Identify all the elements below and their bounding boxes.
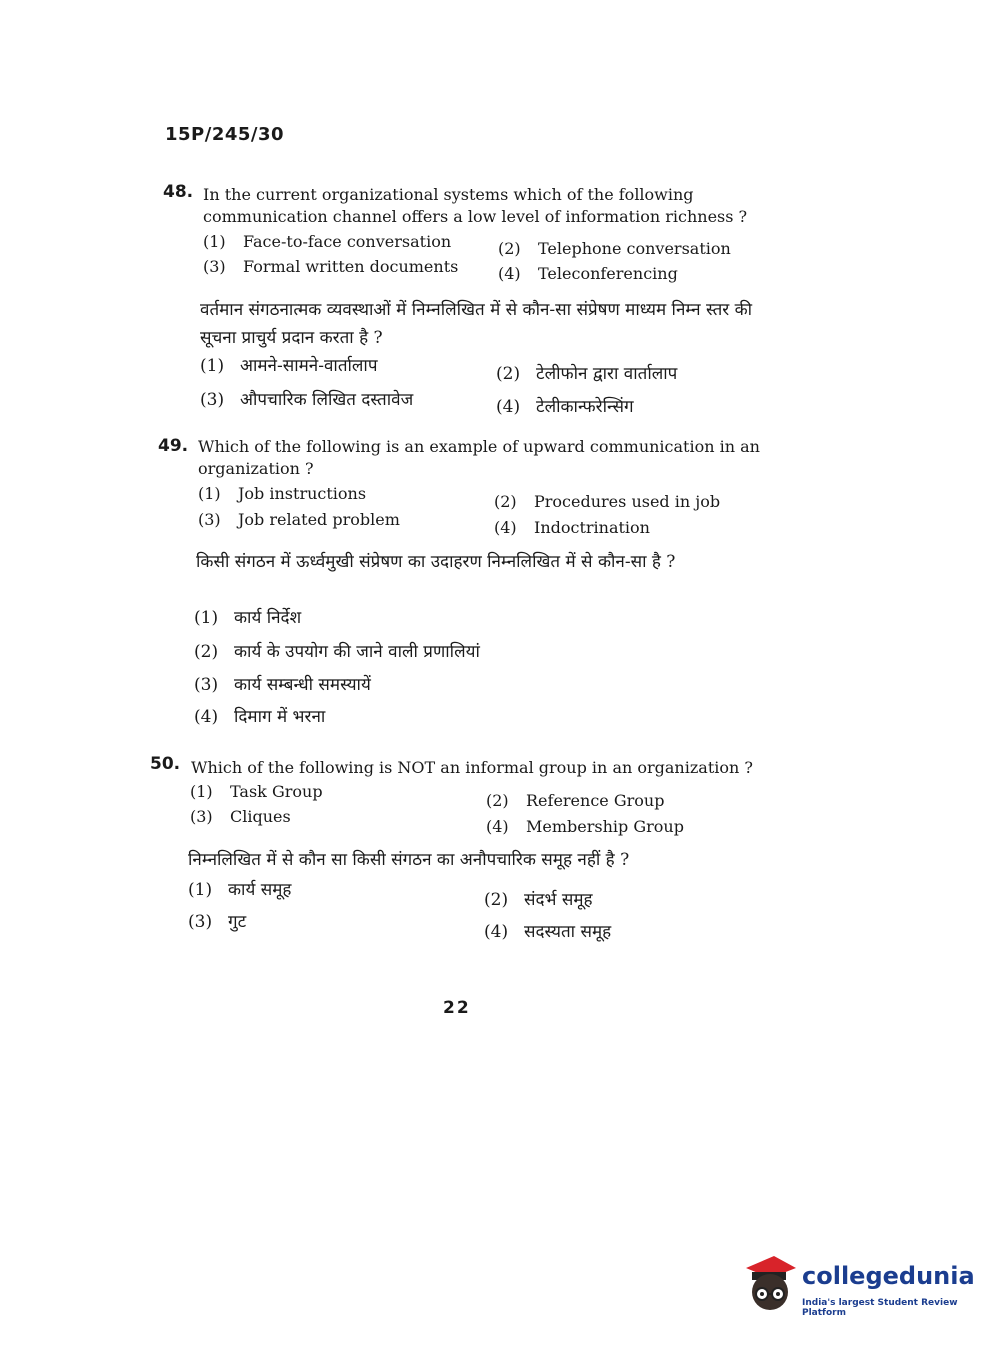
option-number: (3) <box>198 510 221 529</box>
option-label: Job related problem <box>238 510 400 529</box>
option-number: (3) <box>190 807 213 826</box>
option-number: (3) <box>188 912 213 932</box>
logo-tagline: India's largest Student Review Platform <box>802 1298 958 1318</box>
option-label: Membership Group <box>526 817 684 836</box>
option-number: (3) <box>203 257 226 276</box>
option-label: Formal written documents <box>243 257 459 276</box>
option-number: (3) <box>200 390 225 410</box>
option-label: टेलीफोन द्वारा वार्तालाप <box>536 364 678 384</box>
option-label: Job instructions <box>238 484 367 503</box>
option-en-4 <box>494 517 650 539</box>
option-number: (4) <box>498 264 521 283</box>
question-number: 48. <box>163 182 194 202</box>
option-en-2 <box>486 790 664 812</box>
question-text-english: In the current organizational systems which of the following communication channel offers a low level of information richness ? <box>203 185 748 226</box>
option-hi-1 <box>200 352 378 380</box>
question-text-hindi: निम्नलिखित में से कौन सा किसी संगठन का अनौपचारिक समूह नहीं है ? <box>188 850 630 870</box>
option-number: (1) <box>203 232 226 251</box>
option-label: औपचारिक लिखित दस्तावेज <box>240 390 414 410</box>
page-number: 22 <box>443 998 471 1018</box>
option-label: दिमाग में भरना <box>234 707 326 727</box>
option-en-4 <box>498 263 678 285</box>
option-label: Task Group <box>230 782 323 801</box>
option-number: (2) <box>484 890 509 910</box>
option-label: Cliques <box>230 807 291 826</box>
option-en-1 <box>190 781 323 803</box>
option-hi-3 <box>200 386 413 414</box>
graduate-mascot-icon <box>740 1250 802 1320</box>
option-number: (1) <box>190 782 213 801</box>
option-hi-4 <box>484 918 611 946</box>
option-label: Teleconferencing <box>538 264 678 283</box>
option-number: (1) <box>200 356 225 376</box>
option-label: Telephone conversation <box>538 239 731 258</box>
logo-name: collegedunia <box>802 1262 975 1290</box>
option-hi-4 <box>194 703 325 731</box>
question-number: 49. <box>158 436 189 456</box>
option-en-4 <box>486 816 684 838</box>
option-hi-2 <box>194 638 480 666</box>
option-number: (2) <box>496 364 521 384</box>
option-label: Procedures used in job <box>534 492 721 511</box>
paper-code: 15P/245/30 <box>165 124 285 145</box>
option-number: (2) <box>494 492 517 511</box>
option-hi-2 <box>484 886 593 914</box>
option-number: (1) <box>188 880 213 900</box>
option-number: (1) <box>194 608 219 628</box>
option-number: (4) <box>486 817 509 836</box>
option-label: कार्य के उपयोग की जाने वाली प्रणालियां <box>234 642 480 662</box>
option-label: कार्य समूह <box>228 880 292 900</box>
question-text-hindi: वर्तमान संगठनात्मक व्यवस्थाओं में निम्नलिखित में से कौन-सा संप्रेषण माध्यम निम्न स्तर की सूचना प्राचुर्य प्रदान करता है ? <box>200 300 753 348</box>
option-en-1 <box>203 231 451 253</box>
option-number: (4) <box>194 707 219 727</box>
collegedunia-logo <box>740 1250 980 1320</box>
question-number: 50. <box>150 754 181 774</box>
question-text-english: Which of the following is NOT an informal group in an organization ? <box>191 758 753 777</box>
option-number: (4) <box>494 518 517 537</box>
option-en-1 <box>198 483 366 505</box>
option-label: Face-to-face conversation <box>243 232 452 251</box>
option-hi-4 <box>496 393 634 421</box>
option-label: कार्य निर्देश <box>234 608 302 628</box>
option-number: (4) <box>496 397 521 417</box>
question-text-hindi: किसी संगठन में ऊर्ध्वमुखी संप्रेषण का उदाहरण निम्नलिखित में से कौन-सा है ? <box>196 552 676 572</box>
option-hi-1 <box>188 876 291 904</box>
option-hi-1 <box>194 604 301 632</box>
question-text-english: Which of the following is an example of upward communication in an organization ? <box>198 437 760 478</box>
option-en-3 <box>190 806 291 828</box>
option-label: कार्य सम्बन्धी समस्यायें <box>234 675 371 695</box>
option-number: (2) <box>194 642 219 662</box>
option-en-2 <box>494 491 720 513</box>
option-number: (3) <box>194 675 219 695</box>
option-en-3 <box>203 256 458 278</box>
option-number: (4) <box>484 922 509 942</box>
option-hi-2 <box>496 360 677 388</box>
option-en-3 <box>198 509 400 531</box>
option-number: (2) <box>498 239 521 258</box>
option-label: आमने-सामने-वार्तालाप <box>240 356 378 376</box>
option-hi-3 <box>194 671 371 699</box>
option-number: (2) <box>486 791 509 810</box>
option-label: संदर्भ समूह <box>524 890 593 910</box>
option-number: (1) <box>198 484 221 503</box>
option-label: Reference Group <box>526 791 665 810</box>
option-label: टेलीकान्फरेन्सिंग <box>536 397 634 417</box>
option-label: Indoctrination <box>534 518 650 537</box>
option-hi-3 <box>188 908 246 936</box>
option-en-2 <box>498 238 731 260</box>
option-label: सदस्यता समूह <box>524 922 612 942</box>
option-label: गुट <box>228 912 247 932</box>
